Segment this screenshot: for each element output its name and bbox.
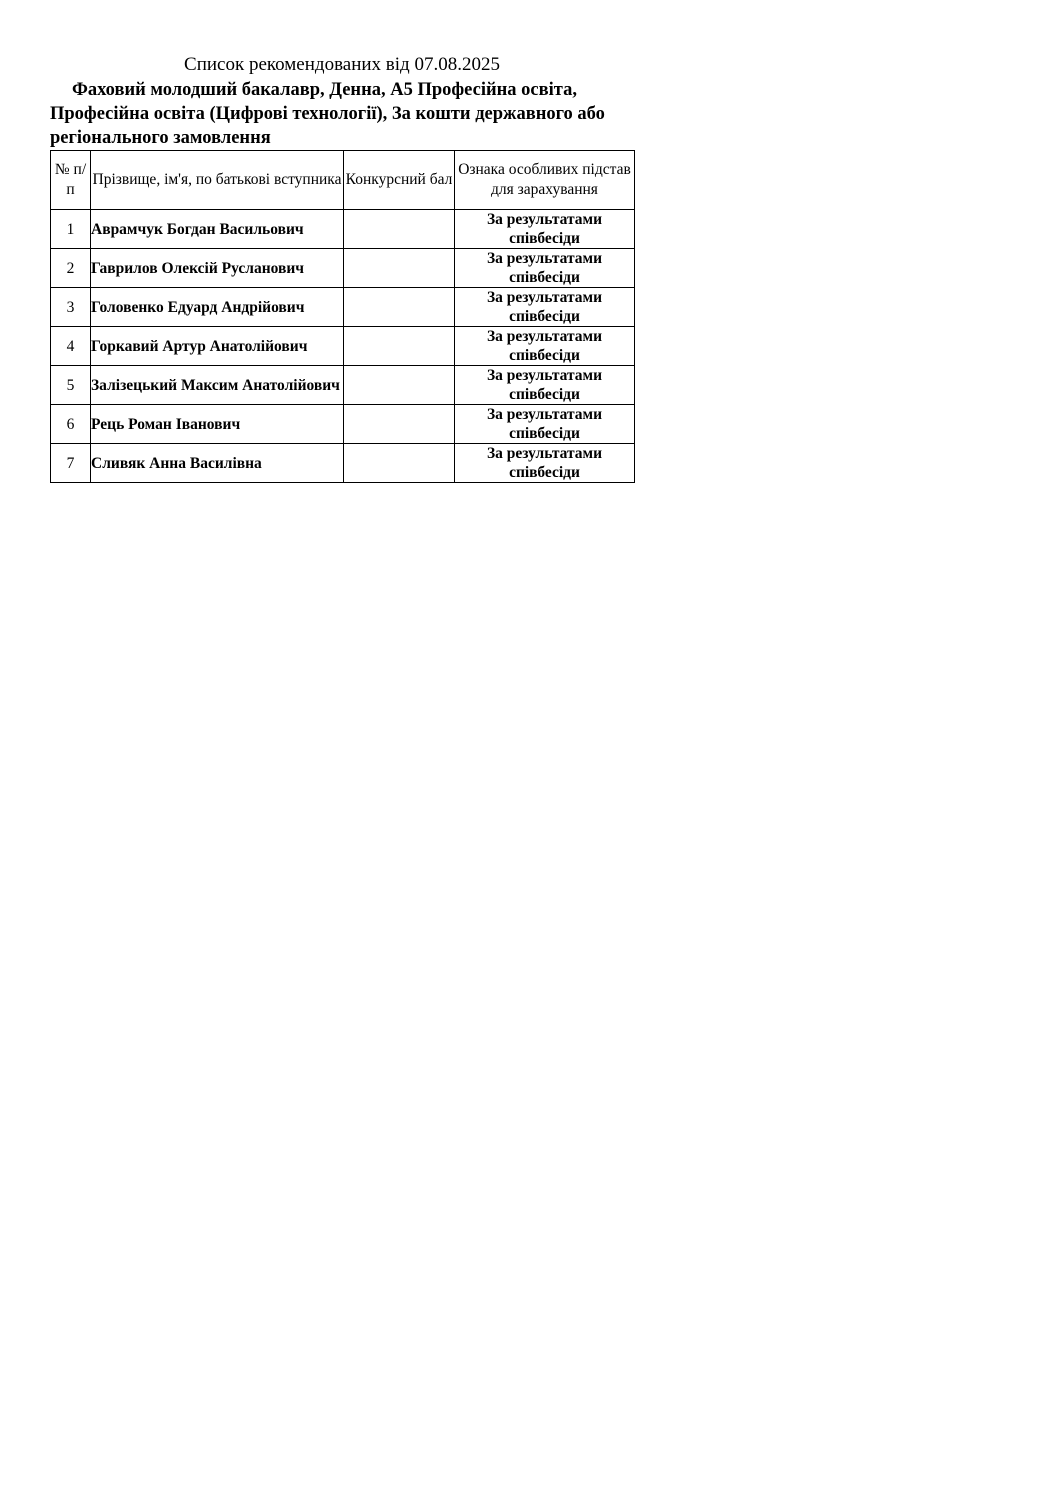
row-score	[344, 249, 455, 288]
applicants-table	[50, 150, 635, 483]
row-name: Рець Роман Іванович	[91, 405, 344, 444]
table-header-row	[51, 151, 635, 210]
row-score	[344, 366, 455, 405]
row-score	[344, 288, 455, 327]
row-name: Аврамчук Богдан Васильович	[91, 210, 344, 249]
row-num: 5	[51, 366, 91, 405]
table-row	[51, 288, 635, 327]
row-score	[344, 210, 455, 249]
row-score	[344, 405, 455, 444]
table-row	[51, 327, 635, 366]
table-row	[51, 249, 635, 288]
row-num: 7	[51, 444, 91, 483]
header-score: Конкурсний бал	[344, 151, 455, 210]
table-row	[51, 405, 635, 444]
row-basis: За результатами співбесіди	[455, 444, 635, 483]
row-basis: За результатами співбесіди	[455, 210, 635, 249]
row-basis: За результатами співбесіди	[455, 288, 635, 327]
row-num: 2	[51, 249, 91, 288]
row-name: Гаврилов Олексій Русланович	[91, 249, 344, 288]
table-row	[51, 444, 635, 483]
row-num: 1	[51, 210, 91, 249]
row-name: Сливяк Анна Василівна	[91, 444, 344, 483]
row-num: 3	[51, 288, 91, 327]
row-name: Головенко Едуард Андрійович	[91, 288, 344, 327]
program-heading: Фаховий молодший бакалавр, Денна, А5 Професійна освіта, Професійна освіта (Цифрові технології), За кошти державного або регіонального замовлення	[50, 80, 605, 148]
header-name: Прізвище, ім'я, по батькові вступника	[91, 151, 344, 210]
row-name: Горкавий Артур Анатолійович	[91, 327, 344, 366]
row-score	[344, 444, 455, 483]
row-num: 6	[51, 405, 91, 444]
row-basis: За результатами співбесіди	[455, 405, 635, 444]
table-row	[51, 366, 635, 405]
table-row	[51, 210, 635, 249]
row-basis: За результатами співбесіди	[455, 327, 635, 366]
row-basis: За результатами співбесіди	[455, 249, 635, 288]
row-num: 4	[51, 327, 91, 366]
header-num: № п/п	[51, 151, 91, 210]
row-name: Залізецький Максим Анатолійович	[91, 366, 344, 405]
row-basis: За результатами співбесіди	[455, 366, 635, 405]
list-subtitle: Список рекомендованих від 07.08.2025	[184, 54, 500, 75]
header-basis: Ознака особливих підстав для зарахування	[455, 151, 635, 210]
row-score	[344, 327, 455, 366]
